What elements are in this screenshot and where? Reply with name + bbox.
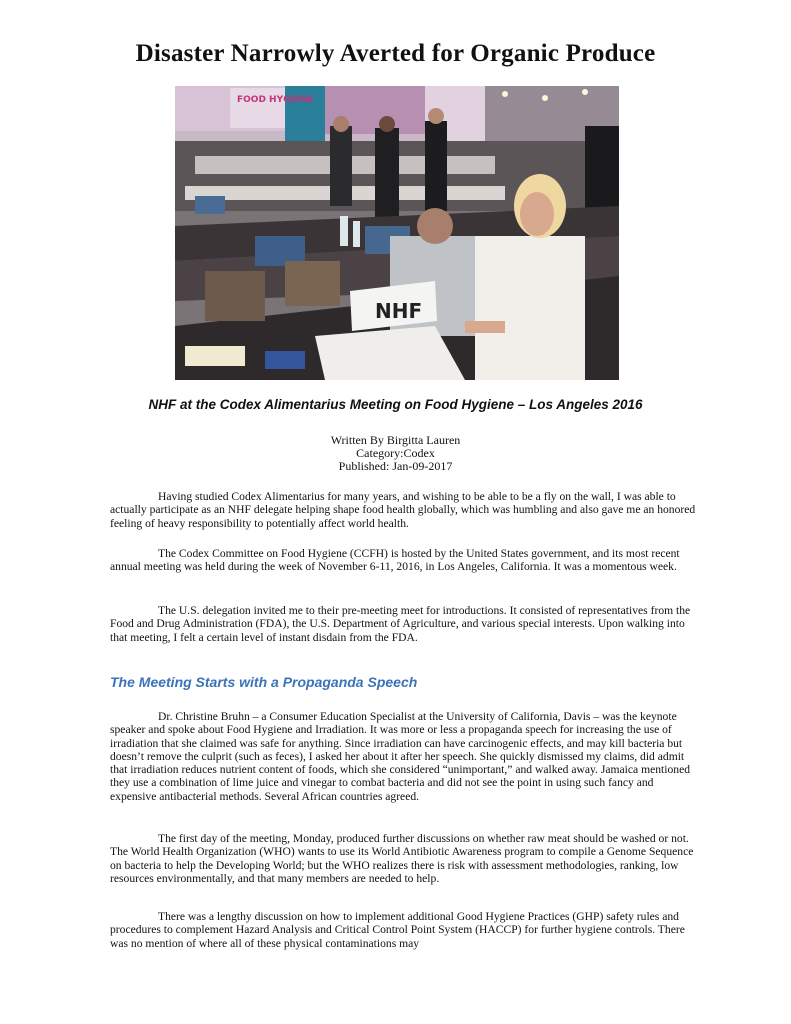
article-title: Disaster Narrowly Averted for Organic Produce	[135, 40, 656, 67]
published-line: Published: Jan-09-2017	[338, 459, 453, 473]
article-meta	[0, 434, 791, 473]
meeting-photo	[175, 86, 619, 380]
category-line: Category:Codex	[356, 446, 435, 460]
paragraph-3: The U.S. delegation invited me to their pre-meeting meet for introductions. It consisted of representatives from the Food and Drug Administration (FDA), the U.S. Department of Agriculture, and various special interests. Upon walking into that meeting, I felt a certain level of instant disdain from the FDA.	[110, 604, 691, 644]
section-heading: The Meeting Starts with a Propaganda Speech	[110, 674, 418, 690]
nhf-placard-label: NHF	[375, 299, 423, 323]
paragraph-6: There was a lengthy discussion on how to implement additional Good Hygiene Practices (GHP) safety rules and procedures to complement Hazard Analysis and Critical Control Point System (HACCP) for further hygiene controls. There was no mention of where all of these physical contaminations may	[110, 910, 685, 950]
paragraph-1: Having studied Codex Alimentarius for many years, and wishing to be able to be a fly on the wall, I was able to actually participate as an NHF delegate helping shape food health globally, which was humbling and also gave me an honored feeling of heavy responsibility to potentially affect world health.	[110, 490, 696, 530]
paragraph-2: The Codex Committee on Food Hygiene (CCFH) is hosted by the United States government, and its most recent annual meeting was held during the week of November 6-11, 2016, in Los Angeles, California. It was a momentous week.	[110, 547, 680, 574]
photo-caption: NHF at the Codex Alimentarius Meeting on Food Hygiene – Los Angeles 2016	[148, 397, 643, 412]
author-line: Written By Birgitta Lauren	[330, 433, 461, 447]
paragraph-4: Dr. Christine Bruhn – a Consumer Education Specialist at the University of California, Davis – was the keynote speaker and spoke about Food Hygiene and Irradiation. It was more or less a propaganda speech for increasing the use of irradiation that she claimed was safe for anything. Since irradiation can have carcinogenic effects, and may kill bacteria but doesn’t remove the culprit (such as feces), I asked her about it after her speech. She quickly dismissed my claims, did admit that irradiation reduces nutrient content of foods, which she considered “unimportant,” and walked away. Jamaica mentioned they use a combination of lime juice and vinegar to combat bacteria and did not see the point in using such fancy and expensive antibacterial methods. Several African countries agreed.	[110, 710, 691, 803]
paragraph-5: The first day of the meeting, Monday, produced further discussions on whether raw meat should be washed or not. The World Health Organization (WHO) wants to use its World Antibiotic Awareness program to compile a Genome Sequence on bacteria to help the Developing World; but the WHO realizes there is risk with assessment methodologies, ranking, low resources environmentally, and that many members are needed to help.	[110, 832, 694, 885]
banner-text: FOOD HYGIENE	[237, 95, 314, 105]
